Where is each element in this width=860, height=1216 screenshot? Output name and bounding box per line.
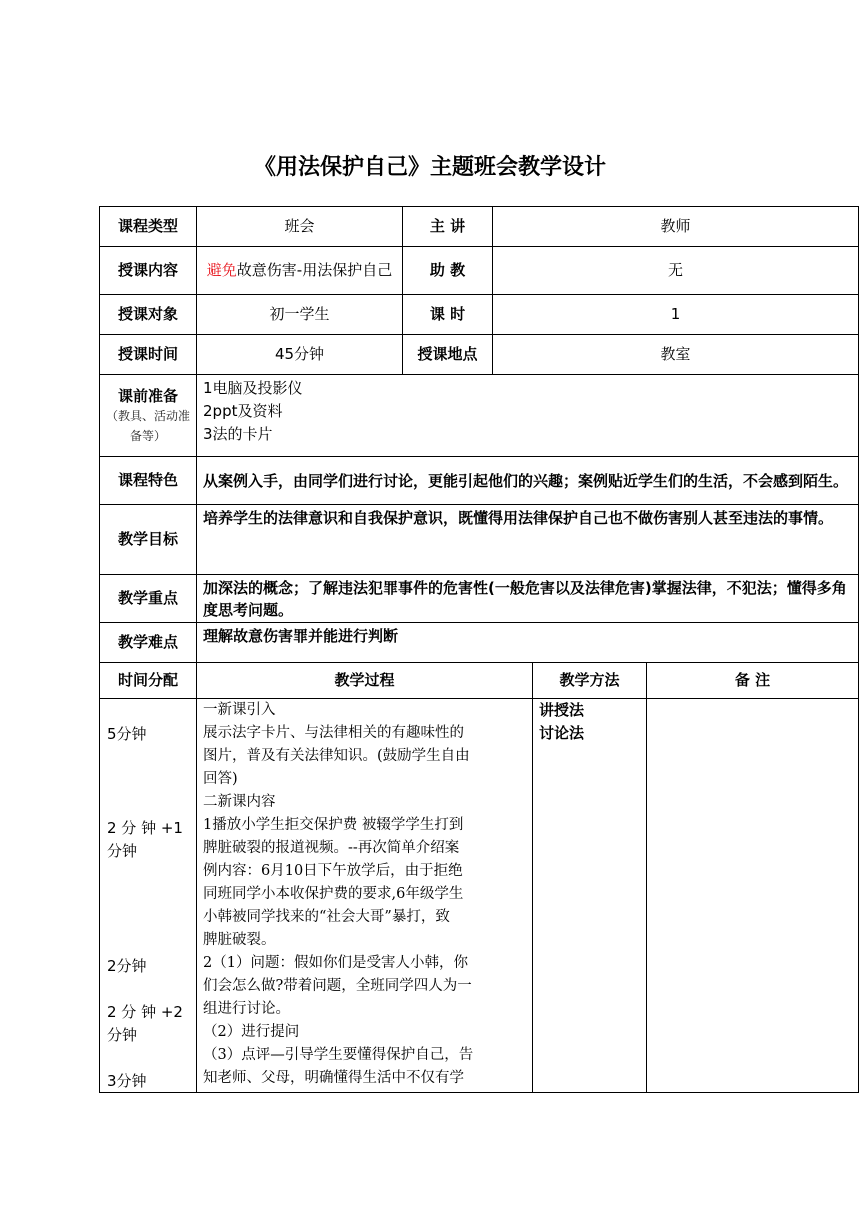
method-item: 讨论法 [539,724,585,742]
lecturer-value: 教师 [493,207,859,247]
lesson-plan-table [99,206,859,1093]
goal-text: 培养学生的法律意识和自我保护意识，既懂得用法律保护自己也不做伤害别人甚至违法的事情。 [197,505,859,575]
process-line: 脾脏破裂。 [203,932,276,948]
content-rest: 故意伤害-用法保护自己 [236,261,393,279]
audience-value: 初一学生 [197,295,403,335]
method-item: 讲授法 [539,701,585,719]
time-entry: 5分钟 [107,725,147,743]
process-header: 教学过程 [197,663,533,699]
time-entry: 分钟 [107,1026,138,1044]
place-label: 授课地点 [403,335,493,375]
duration-label: 授课时间 [100,335,197,375]
method-header: 教学方法 [533,663,647,699]
process-column [197,699,533,1093]
document-title: 《用法保护自己》主题班会教学设计 [253,155,606,180]
lecturer-label: 主 讲 [403,207,493,247]
process-line: 1播放小学生拒交保护费 被辍学学生打到 [203,817,464,833]
time-header: 时间分配 [100,663,197,699]
prep-items [197,375,859,457]
prep-label-cell [100,375,197,457]
time-entry: 2 分 钟 +1 [107,819,183,837]
course-type-value: 班会 [197,207,403,247]
time-entry: 3分钟 [107,1072,147,1090]
prep-item: 3法的卡片 [203,425,273,443]
time-column [100,699,197,1093]
assistant-value: 无 [493,247,859,295]
course-type-label: 课程类型 [100,207,197,247]
process-line: 同班同学小本收保护费的要求,6年级学生 [203,886,464,902]
process-line: 组进行讨论。 [203,1001,290,1017]
duration-value: 45分钟 [197,335,403,375]
process-line: 2（1）问题：假如你们是受害人小韩，你 [203,955,468,971]
time-entry: 2 分 钟 +2 [107,1003,183,1021]
feature-label: 课程特色 [100,457,197,505]
content-label: 授课内容 [100,247,197,295]
process-line: 脾脏破裂的报道视频。--再次简单介绍案 [203,840,460,856]
method-column [533,699,647,1093]
process-line: （2）进行提问 [203,1024,300,1040]
periods-value: 1 [493,295,859,335]
content-value [197,247,403,295]
note-header: 备 注 [647,663,859,699]
content-highlight: 避免 [206,261,237,279]
audience-label: 授课对象 [100,295,197,335]
place-value: 教室 [493,335,859,375]
process-line: 二新课内容 [203,794,276,810]
prep-sublabel: （教具、活动准备等） [106,408,191,443]
feature-text: 从案例入手，由同学们进行讨论，更能引起他们的兴趣；案例贴近学生们的生活，不会感到陌生。 [197,457,859,505]
process-line: 小韩被同学找来的“社会大哥”暴打，致 [203,909,450,925]
process-line: 知老师、父母，明确懂得生活中不仅有学 [203,1070,464,1086]
goal-label: 教学目标 [100,505,197,575]
periods-label: 课 时 [403,295,493,335]
process-line: 回答) [203,771,238,787]
assistant-label: 助 教 [403,247,493,295]
process-line: 们会怎么做?带着问题，全班同学四人为一 [203,978,472,994]
time-entry: 分钟 [107,842,138,860]
process-line: 一新课引入 [203,702,276,718]
difficulty-text: 理解故意伤害罪并能进行判断 [197,623,859,663]
time-entry: 2分钟 [107,957,147,975]
process-line: （3）点评—引导学生要懂得保护自己，告 [203,1047,474,1063]
prep-item: 2ppt及资料 [203,402,283,420]
difficulty-label: 教学难点 [100,623,197,663]
key-text: 加深法的概念；了解违法犯罪事件的危害性(一般危害以及法律危害)掌握法律，不犯法；懂得多角度思考问题。 [197,575,859,623]
prep-item: 1电脑及投影仪 [203,379,303,397]
note-column [647,699,859,1093]
process-line: 例内容：6月10日下午放学后，由于拒绝 [203,863,463,879]
process-line: 展示法字卡片、与法律相关的有趣味性的 [203,725,464,741]
prep-label: 课前准备 [117,386,178,405]
key-label: 教学重点 [100,575,197,623]
process-line: 图片，普及有关法律知识。(鼓励学生自由 [203,748,470,764]
